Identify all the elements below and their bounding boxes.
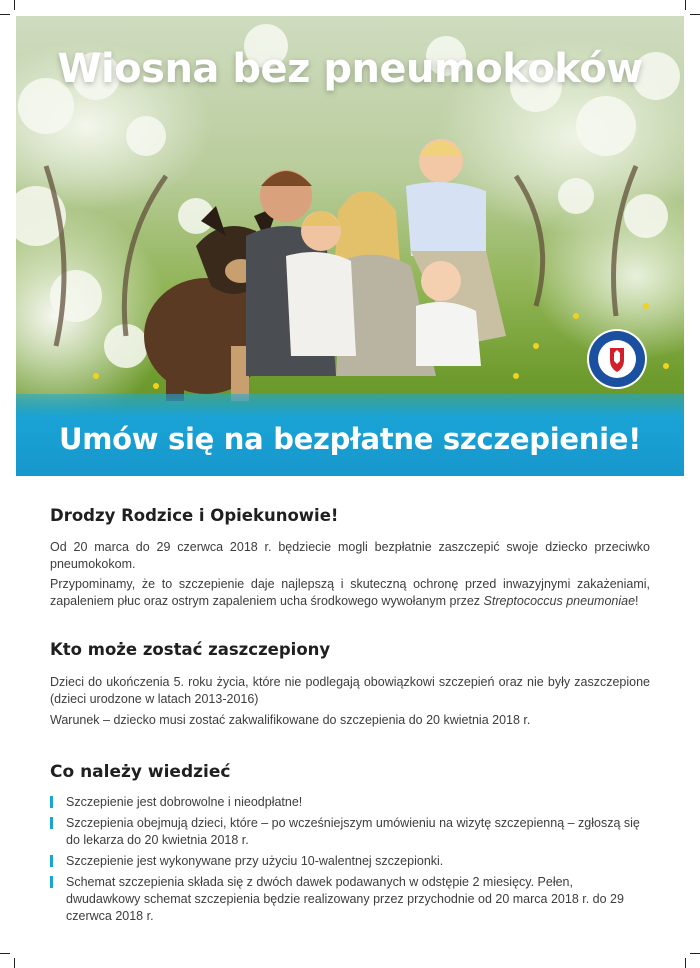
crop-mark: [685, 0, 686, 10]
list-item-text: Szczepienie jest wykonywane przy użyciu 10-walentnej szczepionki.: [66, 854, 444, 868]
list-item: [50, 815, 650, 849]
crop-mark: [0, 14, 10, 15]
facts-list: [50, 794, 650, 925]
paragraph: Dzieci do ukończenia 5. roku życia, które nie podlegają obowiązkowi szczepień oraz nie były zaszczepione (dzieci urodzone w latach 2013-2016): [50, 675, 650, 706]
paragraph-text: Przypominamy, że to szczepienie daje najlepszą i skuteczną ochronę przed inwazyjnymi zakażeniami, zapaleniem płuc oraz ostrym zapaleniem ucha środkowego wywołanym przez: [50, 577, 650, 608]
hero-photo: [16, 16, 684, 476]
crop-mark: [14, 0, 15, 10]
section-heading: Co należy wiedzieć: [50, 762, 231, 782]
banner-text: Umów się na bezpłatne szczepienie!: [58, 422, 642, 456]
crop-mark: [690, 953, 700, 954]
section-heading: Kto może zostać zaszczepiony: [50, 640, 331, 659]
list-item: [50, 853, 650, 870]
list-item: [50, 794, 650, 811]
list-item-text: Schemat szczepienia składa się z dwóch dawek podawanych w odstępie 2 miesięcy. Pełen, dwudawkowy schemat szczepienia będzie realizowany przez przychodnie od 20 marca 2018 r. do 29 czerwca 2018 r.: [66, 875, 624, 923]
list-item: [50, 874, 650, 925]
sanitary-inspection-logo: [586, 328, 648, 390]
section-heading: Drodzy Rodzice i Opiekunowie!: [50, 506, 339, 525]
species-name: Streptococcus pneumoniae: [483, 594, 636, 608]
hero-title: Wiosna bez pneumokoków: [57, 46, 643, 92]
crop-mark: [0, 953, 10, 954]
paragraph: Od 20 marca do 29 czerwca 2018 r. będziecie mogli bezpłatnie zaszczepić swoje dziecko przeciwko pneumokokom.: [50, 540, 650, 571]
family-figures: [246, 139, 506, 376]
crop-mark: [685, 958, 686, 968]
bullet-bar-icon: [50, 855, 53, 867]
list-item-text: Szczepienie jest dobrowolne i nieodpłatne!: [66, 795, 303, 809]
list-item-text: Szczepienia obejmują dzieci, które – po wcześniejszym umówieniu na wizytę szczepienną – zgłoszą się do lekarza do 20 kwietnia 2018 r.: [66, 816, 640, 847]
paragraph: Warunek – dziecko musi zostać zakwalifikowane do szczepienia do 20 kwietnia 2018 r.: [50, 713, 531, 727]
bullet-bar-icon: [50, 817, 53, 829]
crop-mark: [14, 958, 15, 968]
bullet-bar-icon: [50, 796, 53, 808]
paragraph-end: !: [635, 594, 639, 608]
bullet-bar-icon: [50, 876, 53, 888]
crop-mark: [690, 14, 700, 15]
paragraph: [50, 576, 650, 610]
